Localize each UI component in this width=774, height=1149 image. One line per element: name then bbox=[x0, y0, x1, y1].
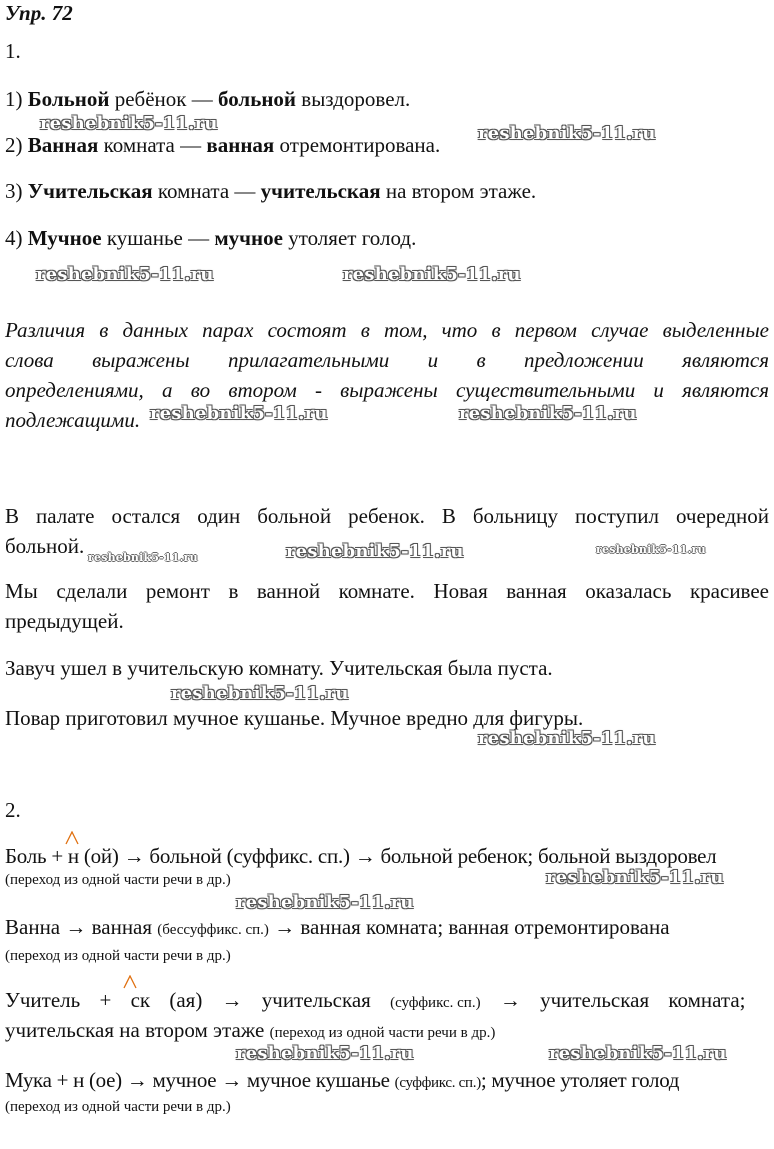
item-text: отремонтирована. bbox=[274, 133, 441, 157]
derivation-4 bbox=[5, 1067, 679, 1096]
watermark: reshebnik5-11.ru bbox=[150, 403, 328, 424]
part1-label: 1. bbox=[5, 39, 21, 63]
derivation-4-note: (переход из одной части речи в др.) bbox=[5, 1099, 231, 1115]
watermark: reshebnik5-11.ru bbox=[36, 264, 214, 285]
item-3 bbox=[5, 178, 536, 204]
derivation-text: → учительская комната; bbox=[480, 988, 746, 1012]
derivation-2 bbox=[5, 914, 670, 943]
watermark: reshebnik5-11.ru bbox=[88, 551, 198, 564]
bold-word: Учительская bbox=[27, 179, 153, 203]
bold-word: Мучное bbox=[27, 226, 102, 250]
watermark: reshebnik5-11.ru bbox=[236, 1043, 414, 1064]
explanation-paragraph bbox=[5, 315, 769, 435]
explanation-line: определениями, а во втором - выражены существительными и являются bbox=[5, 378, 769, 402]
item-text: кушанье — bbox=[101, 226, 215, 250]
watermark: reshebnik5-11.ru bbox=[236, 892, 414, 913]
watermark: reshebnik5-11.ru bbox=[549, 1043, 727, 1064]
item-text: комната — bbox=[152, 179, 261, 203]
watermark: reshebnik5-11.ru bbox=[596, 543, 706, 556]
item-number: 4) bbox=[5, 226, 23, 250]
item-number: 2) bbox=[5, 133, 23, 157]
derivation-text: Ванна → ванная bbox=[5, 915, 158, 939]
part2-label: 2. bbox=[5, 798, 21, 822]
bold-word: ванная bbox=[206, 133, 275, 157]
watermark: reshebnik5-11.ru bbox=[286, 541, 464, 562]
item-number: 1) bbox=[5, 87, 23, 111]
item-number: 3) bbox=[5, 179, 23, 203]
derivation-3 bbox=[5, 987, 746, 1016]
derivation-method: (бессуффикс. сп.) bbox=[157, 922, 269, 938]
item-text: ребёнок — bbox=[109, 87, 218, 111]
watermark: reshebnik5-11.ru bbox=[478, 728, 656, 749]
bold-word: мучное bbox=[214, 226, 283, 250]
example-line: В палате остался один больной ребенок. В больницу поступил очередной bbox=[5, 504, 769, 528]
watermark: reshebnik5-11.ru bbox=[546, 867, 724, 888]
explanation-line: Различия в данных парах состоят в том, что в первом случае выделенные bbox=[5, 318, 769, 342]
item-4 bbox=[5, 225, 416, 251]
item-text: выздоровел. bbox=[296, 87, 411, 111]
example-line: Мы сделали ремонт в ванной комнате. Новая ванная оказалась красивее bbox=[5, 579, 769, 603]
suffix-caret-icon bbox=[123, 975, 137, 989]
derivation-2-note: (переход из одной части речи в др.) bbox=[5, 948, 231, 964]
bold-word: учительская bbox=[260, 179, 381, 203]
example-3: Завуч ушел в учительскую комнату. Учительская была пуста. bbox=[5, 656, 553, 680]
watermark: reshebnik5-11.ru bbox=[459, 403, 637, 424]
item-text: на втором этаже. bbox=[380, 179, 537, 203]
example-line: больной. bbox=[5, 534, 85, 558]
derivation-1-note: (переход из одной части речи в др.) bbox=[5, 872, 231, 888]
derivation-3-line2 bbox=[5, 1017, 495, 1046]
suffix-caret-icon bbox=[65, 831, 79, 845]
derivation-1: Боль + н (ой) → больной (суффикс. сп.) → больной ребенок; больной выздоровел bbox=[5, 844, 717, 868]
derivation-text: Учитель + ск (ая) → учительская bbox=[5, 988, 391, 1012]
bold-word: Ванная bbox=[27, 133, 99, 157]
example-4: Повар приготовил мучное кушанье. Мучное вредно для фигуры. bbox=[5, 706, 584, 730]
derivation-text: → ванная комната; ванная отремонтирована bbox=[268, 915, 670, 939]
explanation-line: подлежащими. bbox=[5, 408, 141, 432]
bold-word: Больной bbox=[27, 87, 110, 111]
watermark: reshebnik5-11.ru bbox=[40, 113, 218, 134]
item-2 bbox=[5, 132, 440, 158]
bold-word: больной bbox=[217, 87, 297, 111]
example-line: предыдущей. bbox=[5, 609, 124, 633]
derivation-method: (суффикс. сп.) bbox=[390, 995, 481, 1011]
item-text: комната — bbox=[98, 133, 207, 157]
item-1 bbox=[5, 86, 410, 112]
derivation-note: (переход из одной части речи в др.) bbox=[269, 1025, 496, 1041]
derivation-method: (суффикс. сп.) bbox=[394, 1075, 481, 1091]
watermark: reshebnik5-11.ru bbox=[343, 264, 521, 285]
example-2 bbox=[5, 576, 769, 636]
exercise-title: Упр. 72 bbox=[5, 1, 73, 25]
derivation-text: ; мучное утоляет голод bbox=[480, 1068, 680, 1092]
derivation-text: учительская на втором этаже bbox=[5, 1018, 270, 1042]
watermark: reshebnik5-11.ru bbox=[478, 123, 656, 144]
explanation-line: слова выражены прилагательными и в предложении являются bbox=[5, 348, 769, 372]
item-text: утоляет голод. bbox=[282, 226, 417, 250]
watermark: reshebnik5-11.ru bbox=[171, 683, 349, 704]
derivation-text: Мука + н (ое) → мучное → мучное кушанье bbox=[5, 1068, 395, 1092]
